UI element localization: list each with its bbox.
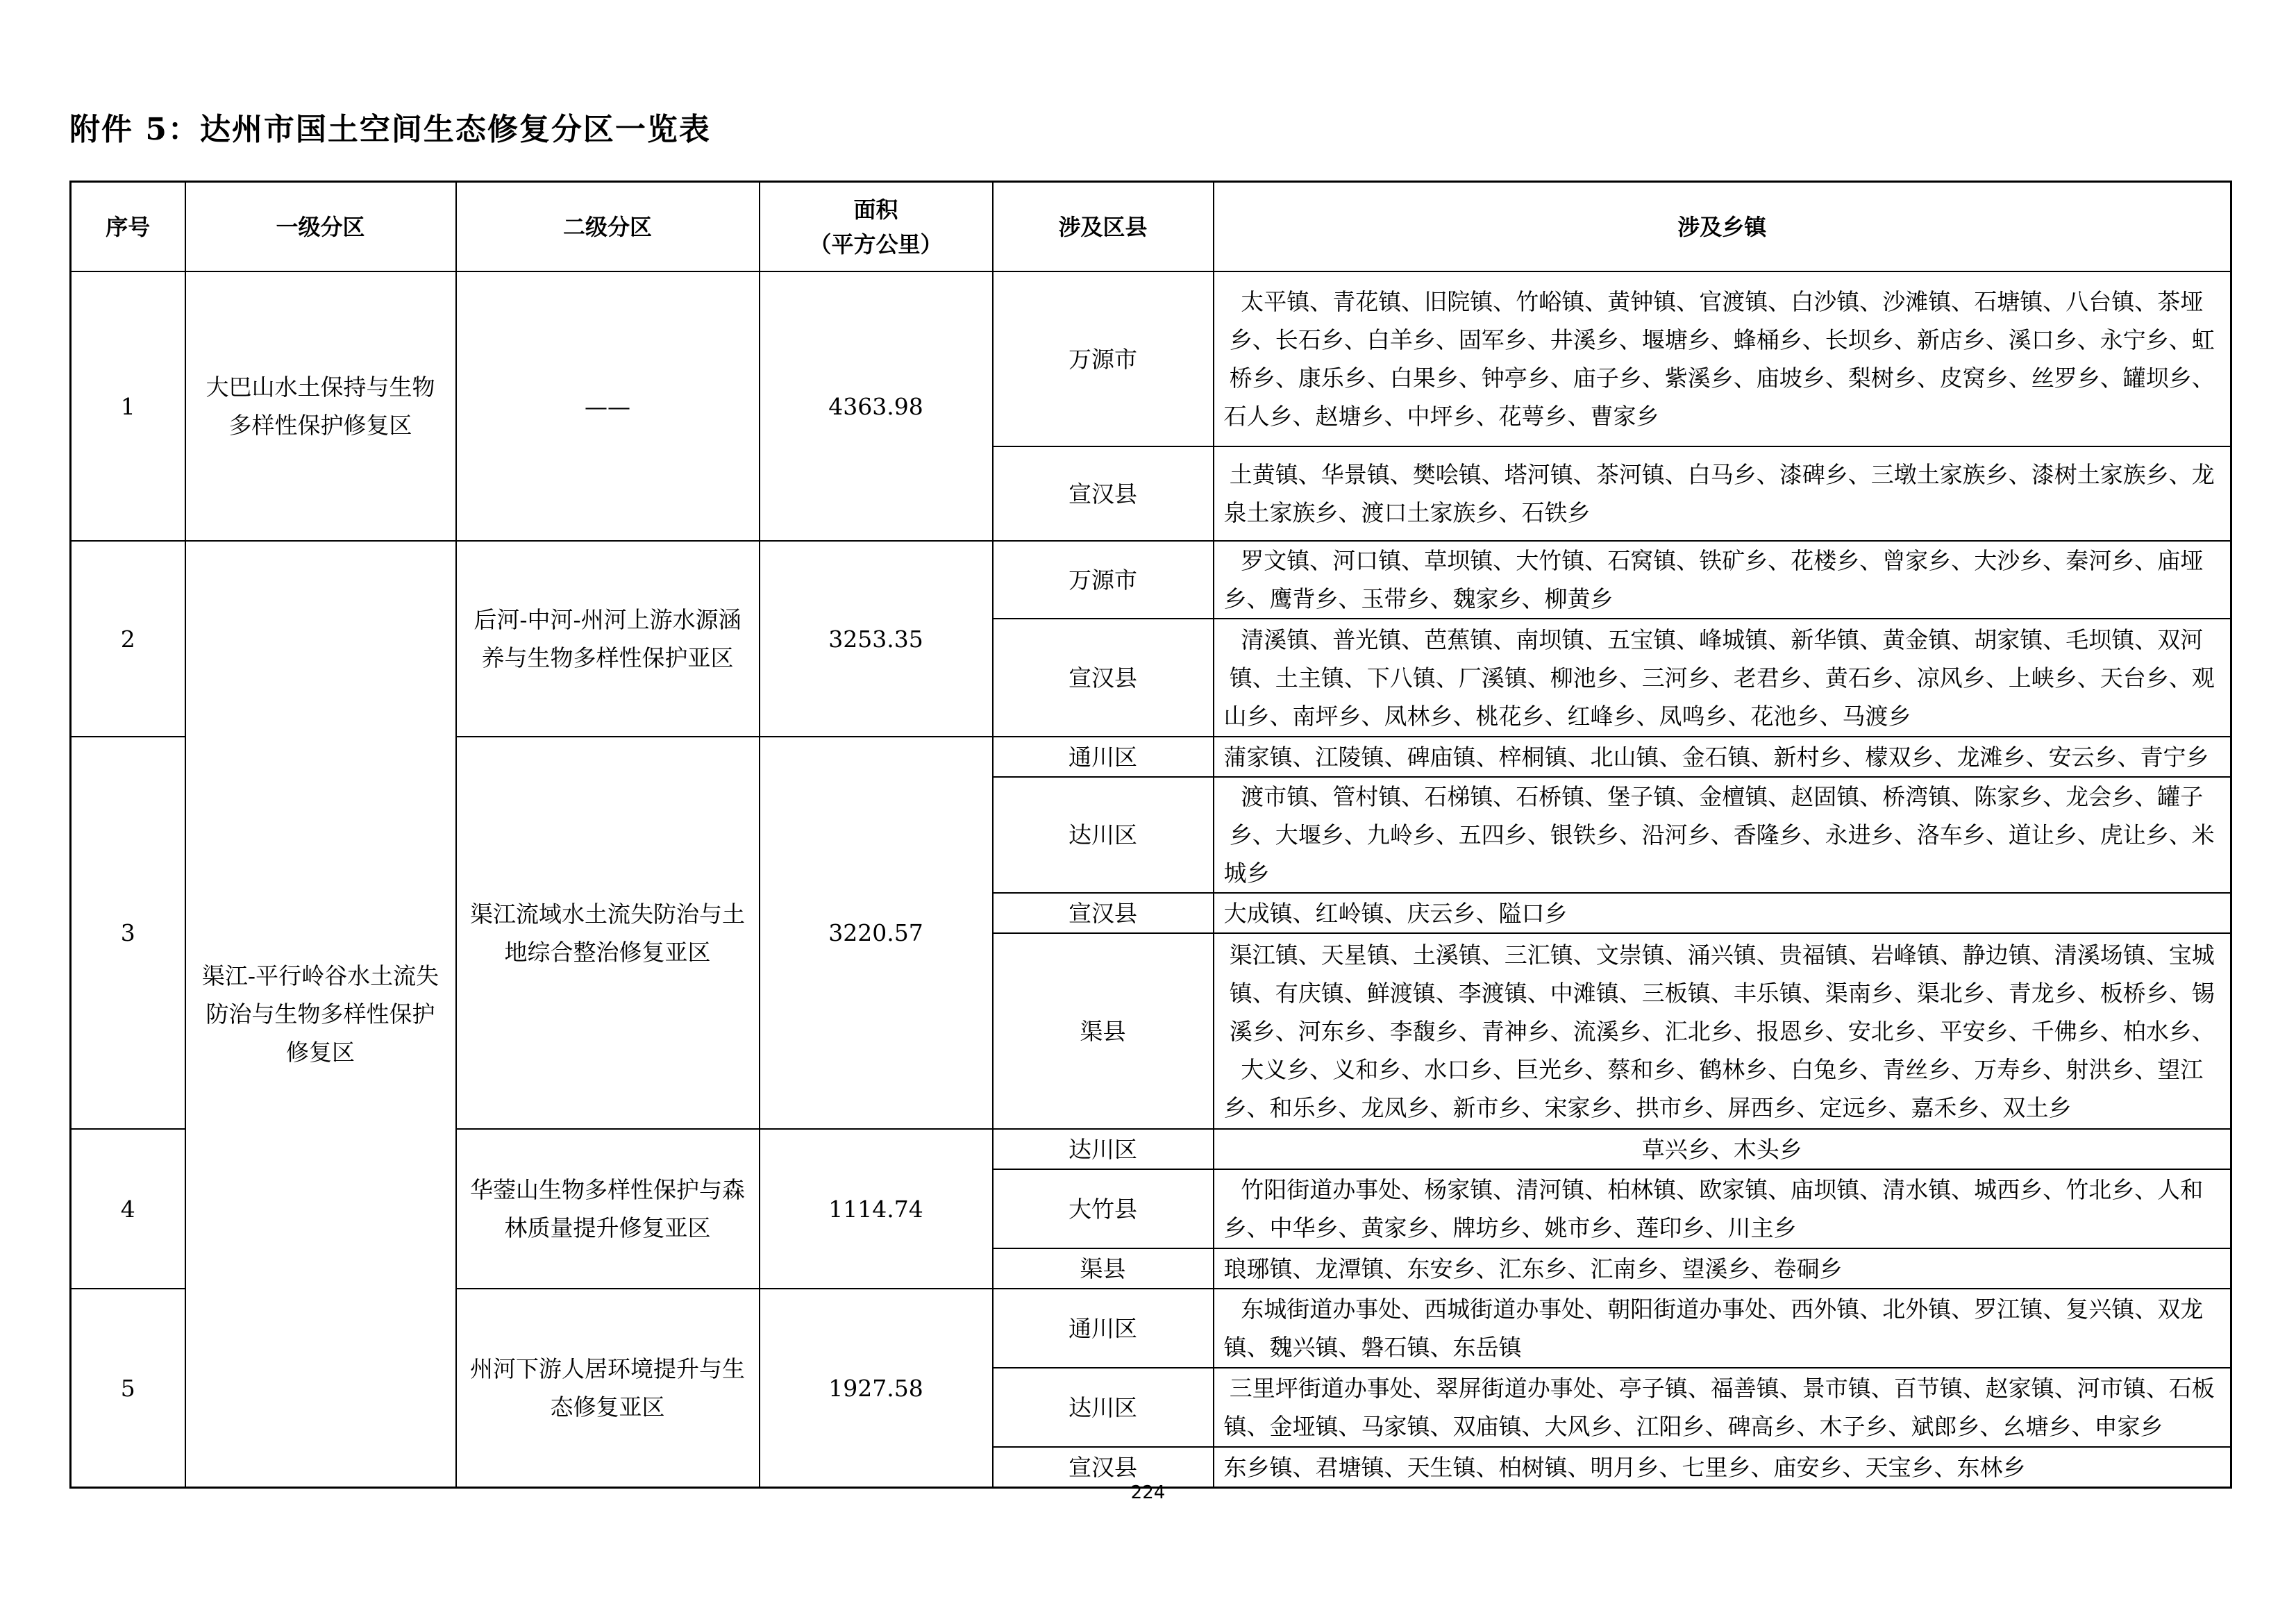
cell-area: 3220.57 xyxy=(760,737,993,1129)
cell-level2: 州河下游人居环境提升与生态修复亚区 xyxy=(456,1289,760,1488)
header-towns: 涉及乡镇 xyxy=(1214,182,2231,272)
header-county: 涉及区县 xyxy=(993,182,1214,272)
cell-area: 1927.58 xyxy=(760,1289,993,1488)
table-row xyxy=(71,271,2231,446)
cell-county: 通川区 xyxy=(993,737,1214,777)
cell-seq: 5 xyxy=(71,1289,185,1488)
cell-towns: 东乡镇、君塘镇、天生镇、柏树镇、明月乡、七里乡、庙安乡、天宝乡、东林乡 xyxy=(1214,1447,2231,1488)
cell-county: 达川区 xyxy=(993,777,1214,893)
cell-county: 达川区 xyxy=(993,1368,1214,1447)
cell-towns: 大成镇、红岭镇、庆云乡、隘口乡 xyxy=(1214,893,2231,933)
cell-county: 宣汉县 xyxy=(993,893,1214,933)
page-number: 224 xyxy=(1130,1482,1166,1503)
cell-towns: 蒲家镇、江陵镇、碑庙镇、梓桐镇、北山镇、金石镇、新村乡、檬双乡、龙滩乡、安云乡、青宁乡 xyxy=(1214,737,2231,777)
cell-county: 渠县 xyxy=(993,1248,1214,1289)
table-row xyxy=(71,541,2231,619)
cell-level1: 大巴山水土保持与生物多样性保护修复区 xyxy=(185,271,456,541)
cell-area: 3253.35 xyxy=(760,541,993,737)
cell-county: 达川区 xyxy=(993,1129,1214,1169)
cell-towns: 罗文镇、河口镇、草坝镇、大竹镇、石窝镇、铁矿乡、花楼乡、曾家乡、大沙乡、秦河乡、庙垭乡、鹰背乡、玉带乡、魏家乡、柳黄乡 xyxy=(1214,541,2231,619)
cell-county: 宣汉县 xyxy=(993,619,1214,737)
cell-area: 1114.74 xyxy=(760,1129,993,1289)
cell-towns: 草兴乡、木头乡 xyxy=(1214,1129,2231,1169)
header-area xyxy=(760,182,993,272)
cell-towns: 渡市镇、管村镇、石梯镇、石桥镇、堡子镇、金檀镇、赵固镇、桥湾镇、陈家乡、龙会乡、罐子乡、大堰乡、九岭乡、五四乡、银铁乡、沿河乡、香隆乡、永进乡、洛车乡、道让乡、虎让乡、米城乡 xyxy=(1214,777,2231,893)
cell-level1: 渠江-平行岭谷水土流失防治与生物多样性保护修复区 xyxy=(185,541,456,1488)
cell-towns: 三里坪街道办事处、翠屏街道办事处、亭子镇、福善镇、景市镇、百节镇、赵家镇、河市镇、石板镇、金垭镇、马家镇、双庙镇、大风乡、江阳乡、碑高乡、木子乡、斌郎乡、幺塘乡、申家乡 xyxy=(1214,1368,2231,1447)
cell-level2: 后河-中河-州河上游水源涵养与生物多样性保护亚区 xyxy=(456,541,760,737)
cell-seq: 2 xyxy=(71,541,185,737)
header-area-line2: （平方公里） xyxy=(809,231,943,258)
cell-county: 万源市 xyxy=(993,271,1214,446)
cell-seq: 4 xyxy=(71,1129,185,1289)
cell-seq: 3 xyxy=(71,737,185,1129)
cell-towns: 太平镇、青花镇、旧院镇、竹峪镇、黄钟镇、官渡镇、白沙镇、沙滩镇、石塘镇、八台镇、茶垭乡、长石乡、白羊乡、固军乡、井溪乡、堰塘乡、蜂桶乡、长坝乡、新店乡、溪口乡、永宁乡、虹桥乡、康乐乡、白果乡、钟亭乡、庙子乡、紫溪乡、庙坡乡、梨树乡、皮窝乡、丝罗乡、罐坝乡、石人乡、赵塘乡、中坪乡、花萼乡、曹家乡 xyxy=(1214,271,2231,446)
cell-county: 宣汉县 xyxy=(993,1447,1214,1488)
cell-towns: 渠江镇、天星镇、土溪镇、三汇镇、文崇镇、涌兴镇、贵福镇、岩峰镇、静边镇、清溪场镇、宝城镇、有庆镇、鲜渡镇、李渡镇、中滩镇、三板镇、丰乐镇、渠南乡、渠北乡、青龙乡、板桥乡、锡溪乡、河东乡、李馥乡、青神乡、流溪乡、汇北乡、报恩乡、安北乡、平安乡、千佛乡、柏水乡、大义乡、义和乡、水口乡、巨光乡、蔡和乡、鹤林乡、白兔乡、青丝乡、万寿乡、射洪乡、望江乡、和乐乡、龙凤乡、新市乡、宋家乡、拱市乡、屏西乡、定远乡、嘉禾乡、双土乡 xyxy=(1214,933,2231,1129)
header-area-line1: 面积 xyxy=(853,196,898,223)
cell-area: 4363.98 xyxy=(760,271,993,541)
cell-level2: —— xyxy=(456,271,760,541)
cell-towns: 东城街道办事处、西城街道办事处、朝阳街道办事处、西外镇、北外镇、罗江镇、复兴镇、双龙镇、魏兴镇、磐石镇、东岳镇 xyxy=(1214,1289,2231,1368)
cell-county: 宣汉县 xyxy=(993,446,1214,541)
header-seq: 序号 xyxy=(71,182,185,272)
cell-towns: 清溪镇、普光镇、芭蕉镇、南坝镇、五宝镇、峰城镇、新华镇、黄金镇、胡家镇、毛坝镇、双河镇、土主镇、下八镇、厂溪镇、柳池乡、三河乡、老君乡、黄石乡、凉风乡、上峡乡、天台乡、观山乡、南坪乡、凤林乡、桃花乡、红峰乡、凤鸣乡、花池乡、马渡乡 xyxy=(1214,619,2231,737)
document-title: 附件 5：达州市国土空间生态修复分区一览表 xyxy=(69,112,711,147)
cell-towns: 竹阳街道办事处、杨家镇、清河镇、柏林镇、欧家镇、庙坝镇、清水镇、城西乡、竹北乡、人和乡、中华乡、黄家乡、牌坊乡、姚市乡、莲印乡、川主乡 xyxy=(1214,1169,2231,1248)
header-level1: 一级分区 xyxy=(185,182,456,272)
cell-towns: 琅琊镇、龙潭镇、东安乡、汇东乡、汇南乡、望溪乡、卷硐乡 xyxy=(1214,1248,2231,1289)
cell-towns: 土黄镇、华景镇、樊哙镇、塔河镇、茶河镇、白马乡、漆碑乡、三墩土家族乡、漆树土家族乡、龙泉土家族乡、渡口土家族乡、石铁乡 xyxy=(1214,446,2231,541)
cell-county: 通川区 xyxy=(993,1289,1214,1368)
table-header-row xyxy=(71,182,2231,272)
header-level2: 二级分区 xyxy=(456,182,760,272)
cell-county: 渠县 xyxy=(993,933,1214,1129)
cell-seq: 1 xyxy=(71,271,185,541)
cell-level2: 渠江流域水土流失防治与土地综合整治修复亚区 xyxy=(456,737,760,1129)
cell-level2: 华蓥山生物多样性保护与森林质量提升修复亚区 xyxy=(456,1129,760,1289)
ecological-restoration-zones-table xyxy=(69,181,2232,1489)
cell-county: 大竹县 xyxy=(993,1169,1214,1248)
cell-county: 万源市 xyxy=(993,541,1214,619)
